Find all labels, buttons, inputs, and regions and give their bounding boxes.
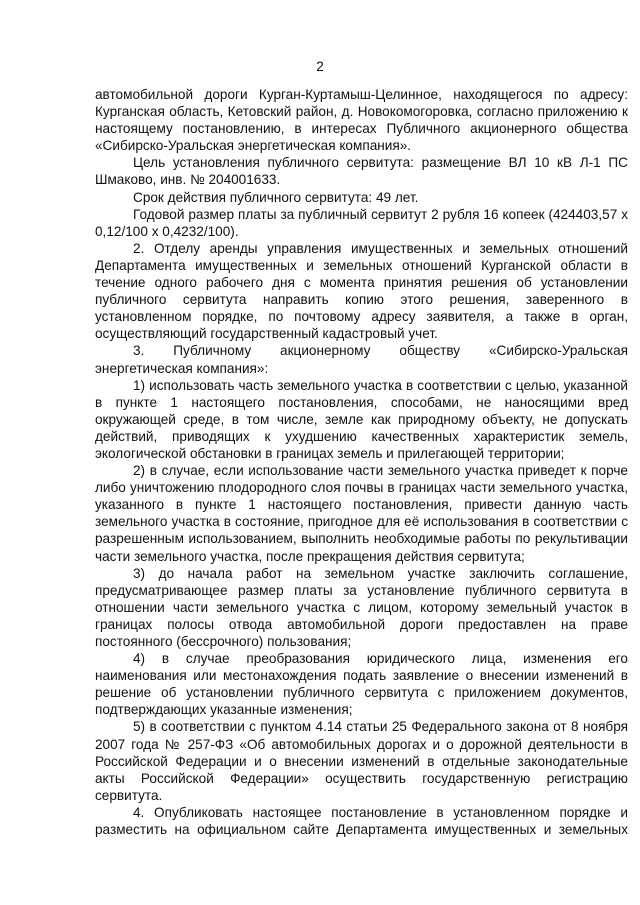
page-number: 2 <box>316 59 324 74</box>
subitem-3-3: 3) до начала работ на земельном участке заключить соглашение, предусматривающее размер платы за установление публичного сервитута в отношении части земельного участка с лицом, которому земельный участок в границах полосы отвода автомобильной дороги предоставлен на праве постоянного (бессрочного) пользования; <box>95 565 628 649</box>
subitem-3-4: 4) в случае преобразования юридического лица, изменения его наименования или местонахождения подать заявление о внесении изменений в решение об установлении публичного сервитута с приложением документов, подтверждающих указанные изменения; <box>95 651 628 718</box>
document-body <box>95 86 628 838</box>
subitem-3-1: 1) использовать часть земельного участка в соответствии с целью, указанной в пункте 1 настоящего постановления, способами, не наносящими вред окружающей среде, в том числе, земле как природному объекту, не допускать действий, приводящих к ухудшению качественных характеристик земель, экологической обстановки в границах земель и прилегающей территории; <box>95 377 628 461</box>
paragraph-item-3: 3. Публичному акционерному обществу «Сибирско-Уральская энергетическая компания»: <box>95 343 628 376</box>
paragraph-item-2: 2. Отделу аренды управления имущественных и земельных отношений Департамента имущественных и земельных отношений Курганской области в течение одного рабочего дня с момента принятия решения об установлении публичного сервитута направить копию этого решения, заверенного в установленном порядке, по почтовому адресу заявителя, а также в орган, осуществляющий государственный кадастровый учет. <box>95 240 628 342</box>
subitem-3-2: 2) в случае, если использование части земельного участка приведет к порче либо уничтожению плодородного слоя почвы в границах части земельного участка, указанного в пункте 1 настоящего постановления, привести данную часть земельного участка в состояние, пригодное для её использования в соответствии с разрешенным использованием, выполнить необходимые работы по рекультивации части земельного участка, после прекращения действия сервитута; <box>95 463 628 564</box>
subitem-3-5: 5) в соответствии с пунктом 4.14 статьи 25 Федерального закона от 8 ноября 2007 года № 257-ФЗ «Об автомобильных дорогах и о дорожной деятельности в Российской Федерации и о внесении изменений в отдельные законодательные акты Российской Федерации» осуществить государственную регистрацию сервитута. <box>95 719 628 803</box>
paragraph-item-4: 4. Опубликовать настоящее постановление в установленном порядке и разместить на официальном сайте Департамента имущественных и земельных <box>95 804 628 838</box>
paragraph-servitude-term: Срок действия публичного сервитута: 49 лет. <box>133 189 419 205</box>
paragraph-annual-fee: Годовой размер платы за публичный сервитут 2 рубля 16 копеек (424403,57 x 0,12/100 x 0,4232/100). <box>95 206 628 239</box>
paragraph-continuation: автомобильной дороги Курган-Куртамыш-Целинное, находящегося по адресу: Курганская область, Кетовский район, д. Новокомогоровка, согласно приложению к настоящему постановлению, в интересах Публичного акционерного общества «Сибирско-Уральская энергетическая компания». <box>95 87 628 154</box>
paragraph-servitude-purpose: Цель установления публичного сервитута: размещение ВЛ 10 кВ Л-1 ПС Шмаково, инв. № 204001633. <box>95 155 628 188</box>
